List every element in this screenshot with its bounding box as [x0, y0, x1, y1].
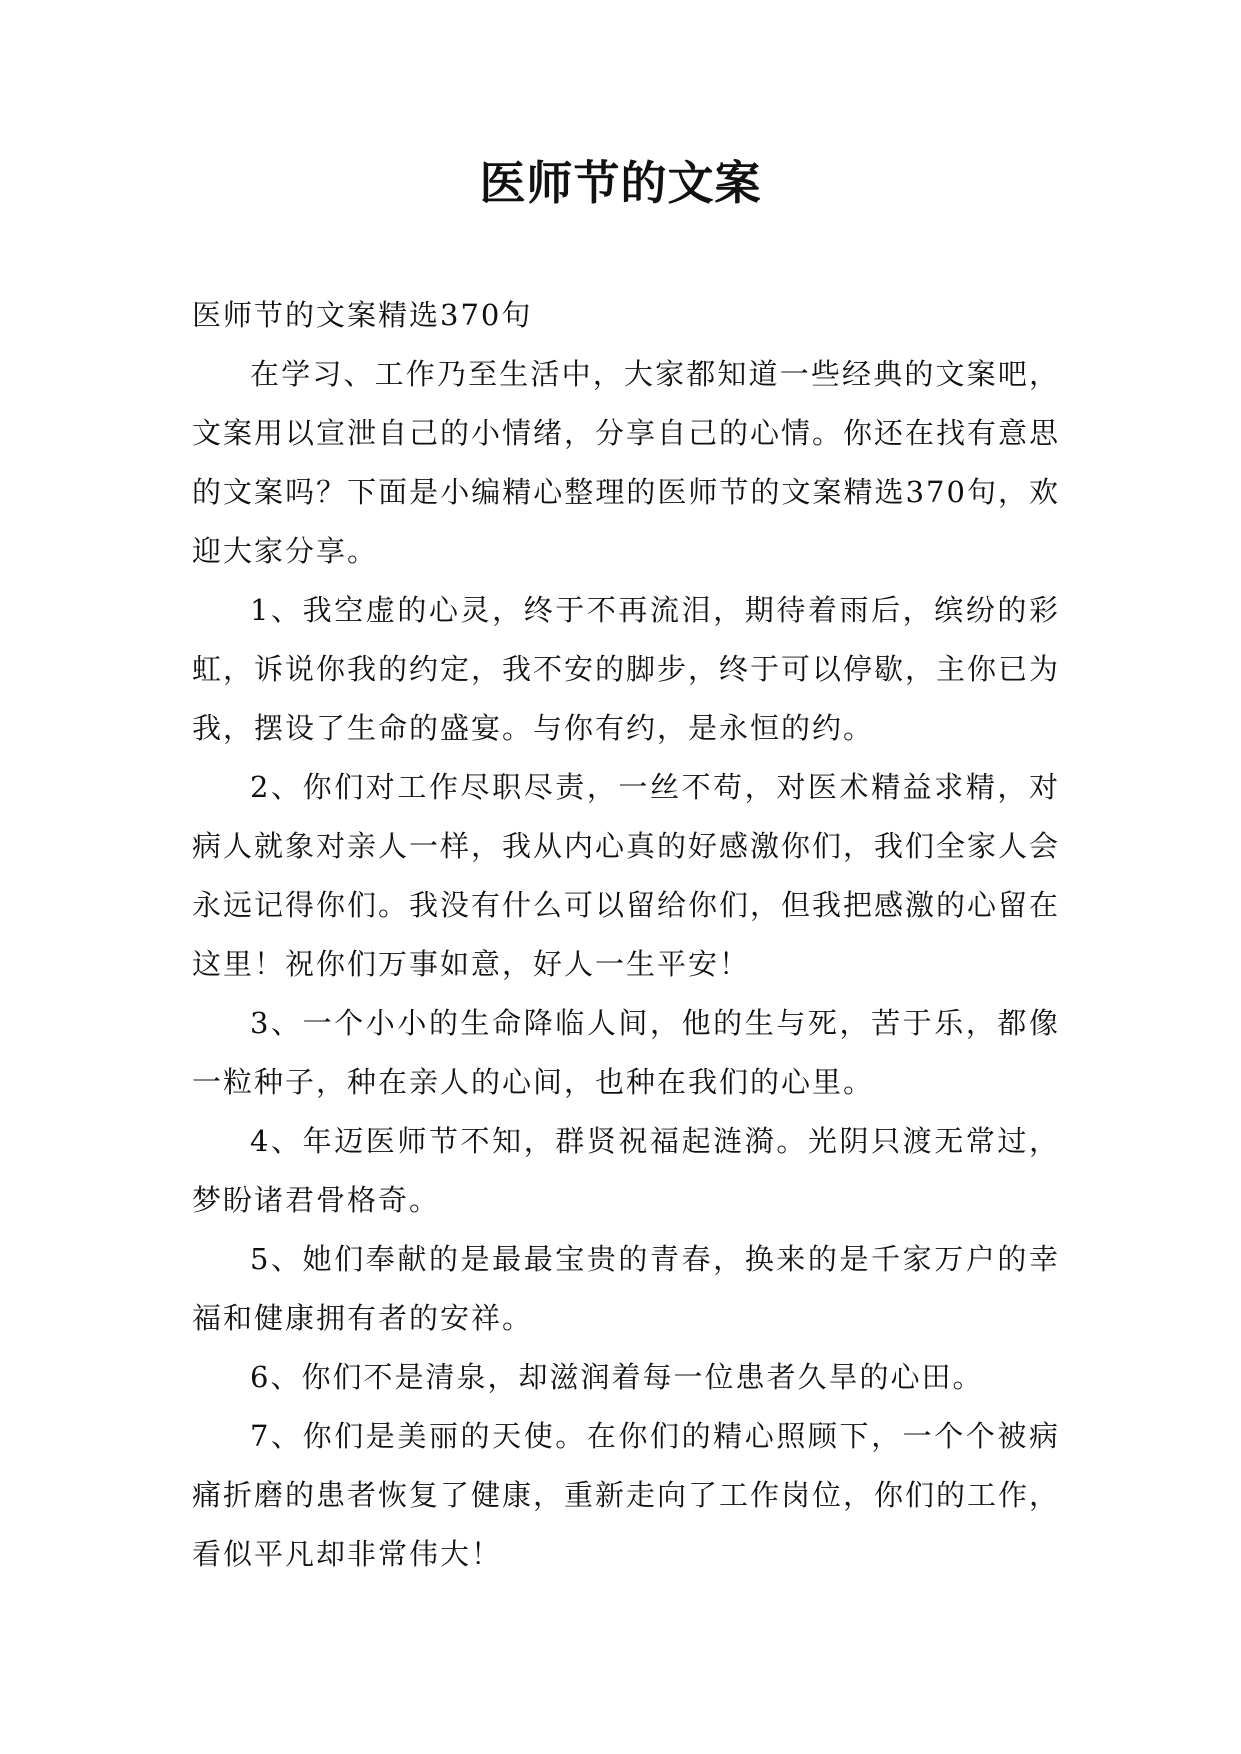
list-item: 7、你们是美丽的天使。在你们的精心照顾下，一个个被病痛折磨的患者恢复了健康，重新走向了工作岗位，你们的工作，看似平凡却非常伟大！ [192, 1419, 1061, 1571]
document-body [192, 286, 1060, 1584]
list-item: 3、一个小小的生命降临人间，他的生与死，苦于乐，都像一粒种子，种在亲人的心间，也种在我们的心里。 [192, 1006, 1060, 1099]
list-item: 5、她们奉献的是最最宝贵的青春，换来的是千家万户的幸福和健康拥有者的安祥。 [192, 1242, 1060, 1335]
intro-paragraph: 在学习、工作乃至生活中，大家都知道一些经典的文案吧，文案用以宣泄自己的小情绪，分享自己的心情。你还在找有意思的文案吗？下面是小编精心整理的医师节的文案精选370句，欢迎大家分享。 [192, 357, 1061, 568]
list-item: 4、年迈医师节不知，群贤祝福起涟漪。光阴只渡无常过，梦盼诸君骨格奇。 [192, 1124, 1060, 1217]
list-item: 6、你们不是清泉，却滋润着每一位患者久旱的心田。 [250, 1360, 984, 1394]
document-title: 医师节的文案 [479, 156, 762, 210]
list-item: 1、我空虚的心灵，终于不再流泪，期待着雨后，缤纷的彩虹，诉说你我的约定，我不安的脚步，终于可以停歇，主你已为我，摆设了生命的盛宴。与你有约，是永恒的约。 [192, 593, 1061, 745]
list-item: 2、你们对工作尽职尽责，一丝不苟，对医术精益求精，对病人就象对亲人一样，我从内心真的好感激你们，我们全家人会永远记得你们。我没有什么可以留给你们，但我把感激的心留在这里！祝你们万事如意，好人一生平安！ [192, 770, 1061, 981]
document-subtitle: 医师节的文案精选370句 [192, 298, 533, 332]
